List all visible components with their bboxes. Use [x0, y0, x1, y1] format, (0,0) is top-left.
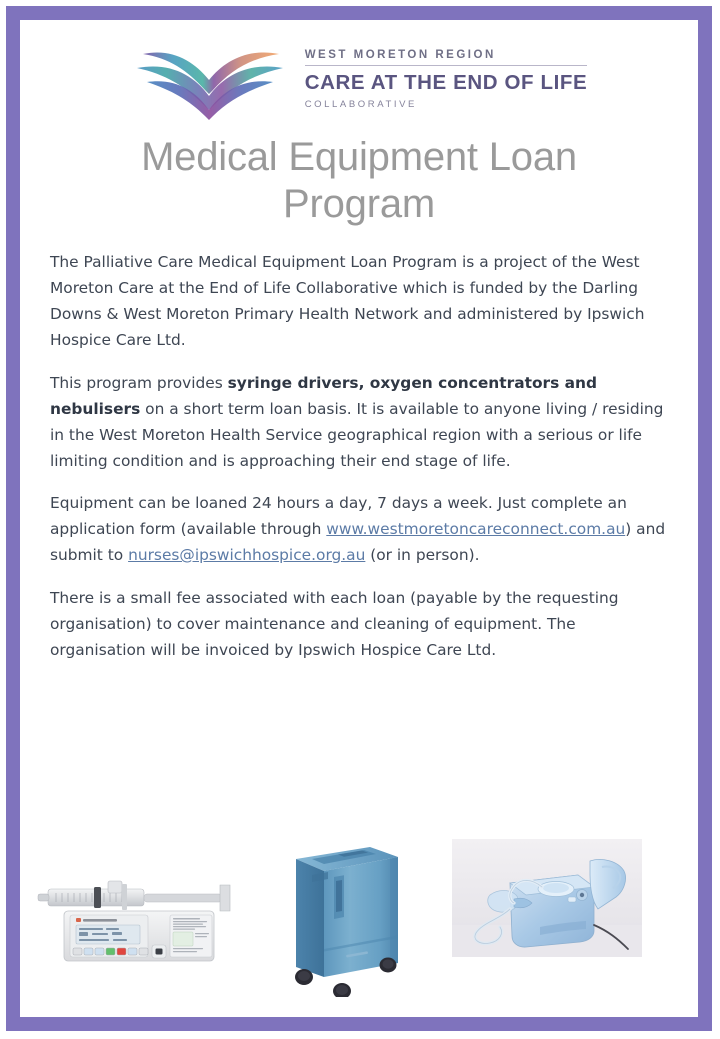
logo-collaborative-label: COLLABORATIVE [304, 98, 417, 110]
paragraph-how-to-apply [50, 491, 670, 569]
paragraph2-equipment-bold: syringe drivers, oxygen concentrators and nebulisers [50, 373, 597, 418]
paragraph2-tail: on a short term loan basis. It is available to anyone living / residing in the West Moreton Health Service geographical region with a serious or life limiting condition and is approaching their end stage of life. [50, 399, 664, 470]
syringe-driver-photo [34, 871, 244, 971]
page-title: Medical Equipment Loan Program [141, 135, 577, 227]
website-link[interactable]: www.westmoretoncareconnect.com.au [326, 520, 626, 539]
paragraph2-lead: This program provides [50, 373, 228, 392]
paragraph3-tail: (or in person). [365, 546, 480, 565]
care-at-end-of-life-wing-mark-icon [131, 36, 291, 120]
poster-page [20, 20, 698, 1017]
paragraph3-middle: ) and submit to [50, 520, 666, 565]
paragraph-equipment-offered [50, 371, 670, 475]
logo-primary-label: CARE AT THE END OF LIFE [304, 70, 588, 94]
poster-body-copy [50, 250, 670, 663]
logo-region-label: WEST MORETON REGION [304, 48, 496, 61]
paragraph-program-overview: The Palliative Care Medical Equipment Loan Program is a project of the West Moreton Care at the End of Life Collaborative which is funded by the Darling Downs & West Moreton Primary Health Network and administered by Ipswich Hospice Care Ltd. [50, 253, 645, 349]
email-link[interactable]: nurses@ipswichhospice.org.au [128, 546, 366, 565]
logo-wordmark [305, 47, 588, 110]
poster-border-frame [6, 6, 712, 1031]
logo-header [20, 20, 698, 120]
paragraph3-lead: Equipment can be loaned 24 hours a day, 7 days a week. Just complete an application form (available through [50, 494, 627, 539]
equipment-photo-row [20, 836, 698, 1001]
logo-divider-rule [305, 65, 588, 66]
oxygen-concentrator-photo [278, 837, 418, 997]
paragraph-fees: There is a small fee associated with each loan (payable by the requesting organisation) to cover maintenance and cleaning of equipment. The organisation will be invoiced by Ipswich Hospice Care Ltd. [50, 589, 619, 659]
nebuliser-photo [452, 839, 642, 957]
